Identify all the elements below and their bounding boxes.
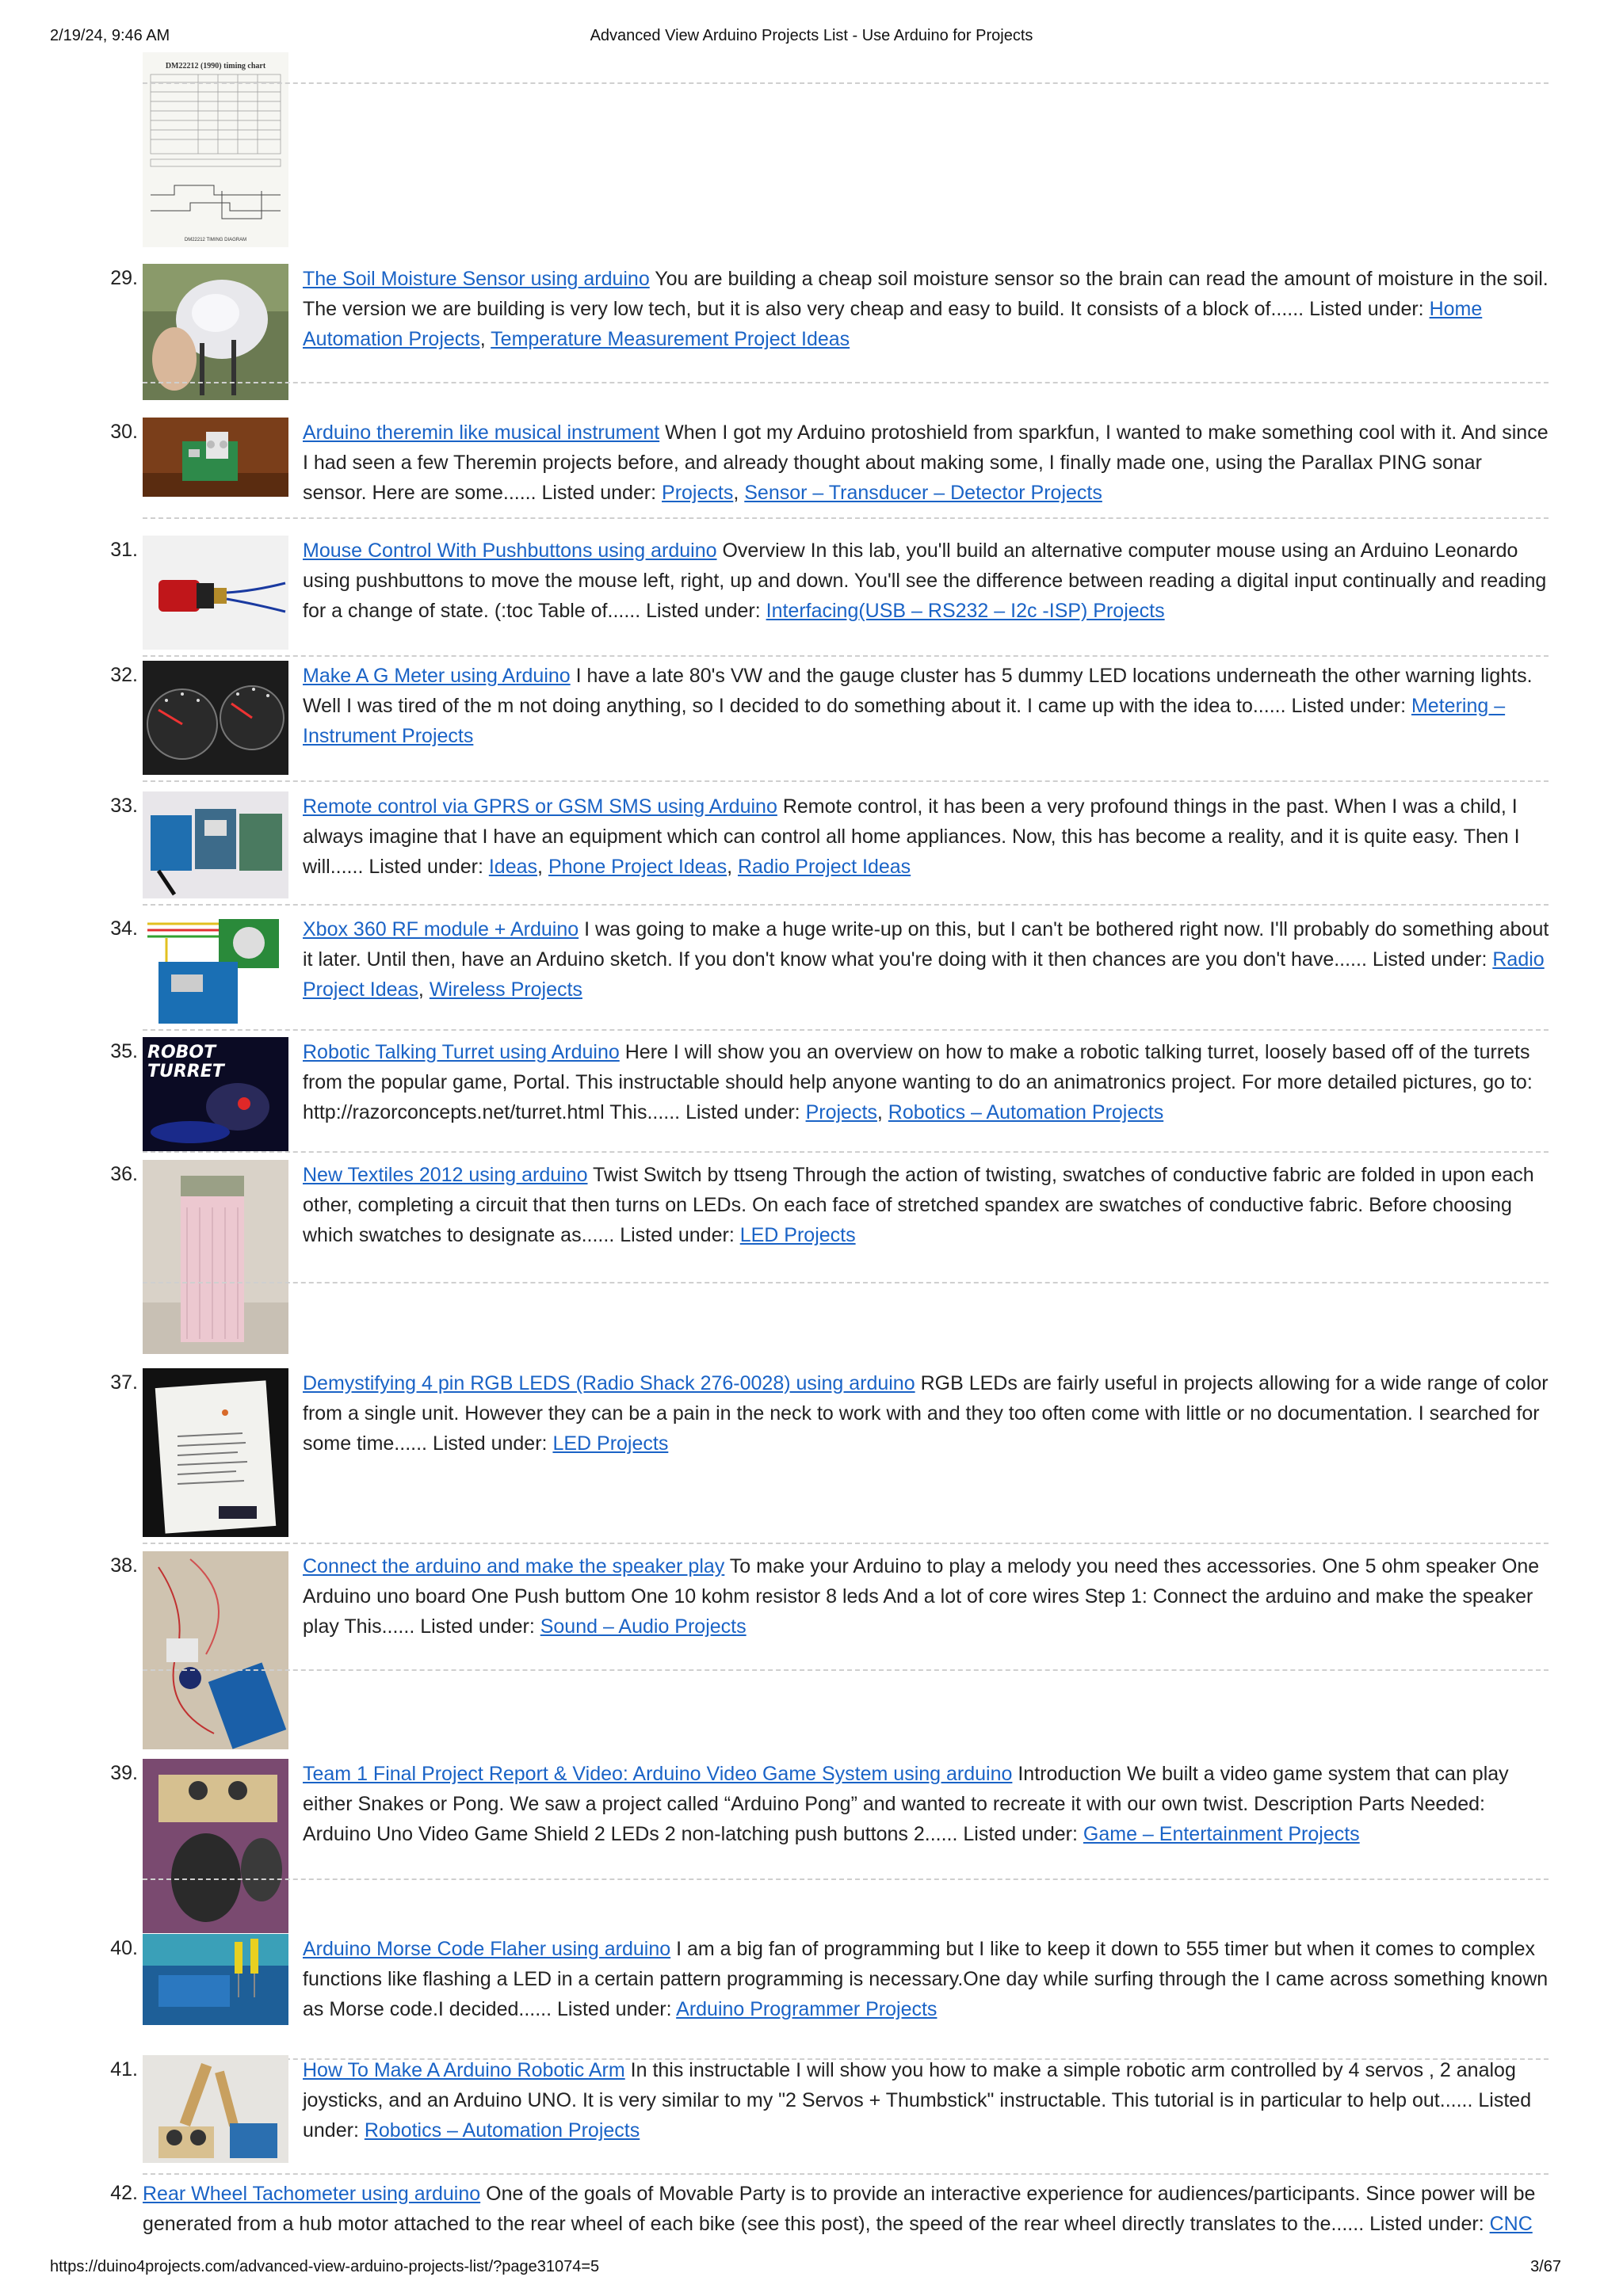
project-link[interactable]: Arduino Morse Code Flaher using arduino [303,1938,671,1960]
separator [143,2173,1549,2175]
project-description: One of the goals of Movable Party is to provide an interactive experience for audiences/participants. Since power will be generated from a hub motor attached to the rear wheel of each bike (see this post), the speed of the rear wheel directly translates to the...... [143,2183,1536,2235]
item-number: 30. [110,421,138,443]
project-link[interactable]: Arduino theremin like musical instrument [303,421,660,444]
project-description: Overview In this lab, you'll build an alternative computer mouse using an Arduino Leonardo using pushbuttons to move the mouse left, right, up and down. You'll see the difference between reading a digital input continually and reading for a change of state. (:toc Table of...... [303,540,1547,622]
project-link[interactable]: Mouse Control With Pushbuttons using arduino [303,540,717,562]
pushbutton-photo-icon [143,536,288,650]
item-thumbnail[interactable] [143,536,288,650]
item-body: Arduino theremin like musical instrument When I got my Arduino protoshield from sparkfun, I wanted to make something cool with it. And since I had seen a few Theremin projects before, and already thought about making some, I finally made one, using the Parallax PING sonar sensor. Here are some...... Listed under: Projects, Sensor – Transducer – Detector Projects [303,421,1549,504]
listed-under-label: Listed under: [432,1432,548,1455]
category-link[interactable]: Projects [662,482,734,504]
category-link[interactable]: Interfacing(USB – RS232 – I2c -ISP) Projects [766,600,1165,622]
item-thumbnail[interactable] [143,418,288,497]
category-link[interactable]: Phone Project Ideas [548,856,727,878]
listed-under-label: Listed under: [1369,2213,1484,2235]
project-description: I have a late 80's VW and the gauge cluster has 5 dummy LED locations underneath the other warning lights. Well I was tired of the m not doing anything, so I decided to do something about it. I came up with the idea to...... [303,665,1533,717]
item-thumbnail[interactable] [143,1037,288,1151]
listed-under-label: Listed under: [1372,948,1487,971]
robot-turret-thumb-text: ROBOT [147,1043,216,1062]
listed-under-label: Listed under: [685,1101,800,1123]
item-body [303,536,1551,626]
rgb-led-package-photo-icon [143,1368,288,1537]
soil-moisture-sensor-photo-icon [143,264,288,400]
item-thumbnail[interactable] [143,1160,288,1354]
gauge-cluster-photo-icon [143,661,288,775]
project-link[interactable]: Demystifying 4 pin RGB LEDS (Radio Shack 276-0028) using arduino [303,1372,915,1394]
robotic-arm-photo-icon [143,2055,288,2163]
item-body [303,1934,1551,2024]
print-page-number: 3/67 [1530,2258,1561,2275]
timing-diagram-caption: DM22212 TIMING DIAGRAM [184,238,247,242]
separator [143,1669,1549,1671]
project-description: Twist Switch by ttseng Through the action of twisting, swatches of conductive fabric are folded in upon each other, completing a circuit that then turns on LEDs. On each face of stretched spandex are swatches of conductive fabric. Before choosing which swatches to designate as...... [303,1164,1534,1246]
category-link[interactable]: Projects [805,1101,877,1123]
gsm-boards-photo-icon [143,791,288,898]
textile-twist-switch-photo-icon [143,1160,288,1354]
category-link[interactable]: Sound – Audio Projects [540,1615,747,1638]
item-number: 41. [110,2058,138,2081]
item-body: Remote control via GPRS or GSM SMS using Arduino Remote control, it has been a very profound things in the past. When I was a child, I always imagine that I have an equipment which can control all home appliances. Now, this has become a reality, and it is quite easy. Then I will...... Listed under: Ideas, Phone Project Ideas, Radio Project Ideas [303,795,1520,878]
item-body: The Soil Moisture Sensor using arduino You are building a cheap soil moisture sensor so the brain can read the amount of moisture in the soil. The version we are building is very low tech, but it is also very cheap and easy to build. It consists of a block of...... Listed under: Home Automation Projects, Temperature Measurement Project Ideas [303,268,1549,350]
item-number: 29. [110,267,138,289]
project-link[interactable]: How To Make A Arduino Robotic Arm [303,2059,625,2081]
project-link[interactable]: Rear Wheel Tachometer using arduino [143,2183,481,2205]
separator [143,1029,1549,1031]
item-number: 32. [110,664,138,686]
project-description: I was going to make a huge write-up on this, but I can't be bothered right now. I'll probably do something about it later. Until then, have an Arduino sketch. If you don't know what you're doing with it then chances are you don't have...... [303,918,1549,971]
timing-chart-icon [143,52,288,247]
category-link[interactable]: Temperature Measurement Project Ideas [491,328,850,350]
category-link[interactable]: Metering – Instrument Projects [303,695,1506,747]
game-controller-photo-icon [143,1759,288,1933]
item-number: 34. [110,917,138,940]
listed-under-label: Listed under: [541,482,657,504]
item-thumbnail[interactable] [143,661,288,775]
separator [143,517,1549,519]
category-link[interactable]: LED Projects [552,1432,669,1455]
item-thumbnail[interactable] [143,914,288,1028]
project-link[interactable]: The Soil Moisture Sensor using arduino [303,268,650,290]
item-thumbnail[interactable] [143,1551,288,1749]
item-body [143,2179,1551,2239]
category-link[interactable]: Radio Project Ideas [738,856,911,878]
item-thumbnail[interactable] [143,2055,288,2163]
category-link[interactable]: Game – Entertainment Projects [1083,1823,1360,1845]
category-link[interactable]: Robotics – Automation Projects [888,1101,1164,1123]
separator [143,1878,1549,1880]
separator [143,82,1549,84]
project-description: I am a big fan of programming but I like to keep it down to 555 timer but when it comes to complex functions like flashing a LED in a certain pattern programming is necessary.One day while surfing through the I came across something known as Morse code.I decided...... [303,1938,1549,2020]
item-thumbnail[interactable] [143,1934,288,2025]
project-link[interactable]: Remote control via GPRS or GSM SMS using Arduino [303,795,777,818]
separator [143,1282,1549,1283]
robot-turret-thumb-text: TURRET [147,1062,224,1081]
project-description: Introduction We built a video game system that can play either Snakes or Pong. We saw a project called “Arduino Pong” and wanted to recreate it with our own twist. Description Parts Needed: Arduino Uno Video Game Shield 2 LEDs 2 non-latching push buttons 2...... [303,1763,1509,1845]
item-number: 39. [110,1762,138,1784]
item-number: 42. [110,2182,138,2204]
morse-led-board-photo-icon [143,1934,288,2025]
listed-under-label: Listed under: [557,1998,672,2020]
listed-under-label: Listed under: [369,856,483,878]
item-body [303,661,1551,751]
separator [143,904,1549,906]
item-body: Robotic Talking Turret using Arduino Here I will show you an overview on how to make a robotic talking turret, loosely based off of the turrets from the popular game, Portal. This instructable should help anyone wanting to do an animatronics project. For more detailed pictures, go to: http://razorconcepts.net/turret.html This...... Listed under: Projects, Robotics – Automation Projects [303,1041,1533,1123]
item-thumbnail[interactable] [143,1759,288,1933]
project-link[interactable]: Xbox 360 RF module + Arduino [303,918,579,940]
item-number: 37. [110,1371,138,1394]
item-body [303,1551,1551,1642]
item-number: 36. [110,1163,138,1185]
category-link[interactable]: Robotics – Automation Projects [364,2119,640,2142]
listed-under-label: Listed under: [620,1224,735,1246]
category-link[interactable]: Wireless Projects [429,978,582,1001]
project-description: Here I will show you an overview on how to make a robotic talking turret, loosely based off of the turrets from the popular game, Portal. This instructable should help anyone wanting to do an animatronics project. For more detailed pictures, go to: http://razorconcepts.net/turret.html This...... [303,1041,1533,1123]
project-link[interactable]: Robotic Talking Turret using Arduino [303,1041,620,1063]
item-thumbnail[interactable] [143,1368,288,1537]
item-number: 40. [110,1937,138,1959]
speaker-wiring-photo-icon [143,1551,288,1749]
project-description: To make your Arduino to play a melody you need thes accessories. One 5 ohm speaker One Arduino uno board One Push buttom One 10 kohm resistor 8 leds And a lot of core wires Step 1: Connect the arduino and make the speaker play This...... [303,1555,1540,1638]
listed-under-label: Listed under: [963,1823,1078,1845]
print-datetime: 2/19/24, 9:46 AM [50,27,170,44]
category-link[interactable]: LED Projects [739,1224,856,1246]
category-link[interactable]: Arduino Programmer Projects [676,1998,938,2020]
separator [143,1543,1549,1544]
project-description: Remote control, it has been a very profound things in the past. When I was a child, I always imagine that I have an equipment which can control all home appliances. Now, this has become a reality, and it is quite easy. Then I will...... [303,795,1520,878]
category-link[interactable]: Radio Project Ideas [303,948,1545,1001]
item-number: 38. [110,1554,138,1577]
item-number: 35. [110,1040,138,1062]
separator [143,382,1549,383]
separator [143,780,1549,782]
listed-under-label: Listed under: [303,2089,1532,2142]
project-link[interactable]: New Textiles 2012 using arduino [303,1164,588,1186]
project-description: When I got my Arduino protoshield from sparkfun, I wanted to make something cool with it. And since I had seen a few Theremin projects before, and already thought about making some, I finally made one, using the Parallax PING sonar sensor. Here are some...... [303,421,1549,504]
project-description: In this instructable I will show you how to make a simple robotic arm controlled by 4 servos , 2 analog joysticks, and an Arduino UNO. It is very similar to my "2 Servos + Thumbstick" instructable. This tutorial is in particular to help out...... [303,2059,1516,2111]
rf-module-wiring-diagram-icon [143,914,288,1028]
category-link[interactable]: Home Automation Projects [303,298,1483,350]
category-link[interactable]: Sensor – Transducer – Detector Projects [744,482,1102,504]
theremin-photo-icon [143,418,288,497]
item-thumbnail[interactable] [143,264,288,400]
category-link[interactable]: Ideas [488,856,538,878]
item-body [303,1368,1551,1459]
project-link[interactable]: Connect the arduino and make the speaker play [303,1555,725,1577]
listed-under-label: Listed under: [420,1615,535,1638]
listed-under-label: Listed under: [1291,695,1407,717]
category-link[interactable]: CNC [1489,2213,1533,2235]
item-thumbnail[interactable] [143,791,288,898]
item-number: 33. [110,795,138,817]
item-body: Xbox 360 RF module + Arduino I was going to make a huge write-up on this, but I can't be bothered right now. I'll probably do something about it later. Until then, have an Arduino sketch. If you don't know what you're doing with it then chances are you don't have...... Listed under: Radio Project Ideas, Wireless Projects [303,918,1549,1001]
project-description: RGB LEDs are fairly useful in projects allowing for a wide range of color from a single unit. However they can be a pain in the neck to work with and they too often come with little or no documentation. I searched for some time...... [303,1372,1549,1455]
print-header [0,0,1623,48]
print-url: https://duino4projects.com/advanced-view-arduino-projects-list/?page31074=5 [50,2258,600,2275]
item-body [303,1759,1551,1849]
item-body [303,2055,1551,2145]
print-page-title: Advanced View Arduino Projects List - Use Arduino for Projects [590,27,1033,44]
separator [143,655,1549,657]
separator [143,1151,1549,1153]
project-link[interactable]: Make A G Meter using Arduino [303,665,571,687]
item-body [303,1160,1551,1250]
top-thumbnail-timing-chart [143,52,288,247]
project-link[interactable]: Team 1 Final Project Report & Video: Arduino Video Game System using arduino [303,1763,1013,1785]
item-number: 31. [110,539,138,561]
timing-chart-title: DM22212 (1990) timing chart [165,62,266,71]
robot-turret-photo-icon [143,1037,288,1151]
listed-under-label: Listed under: [646,600,761,622]
project-description: You are building a cheap soil moisture sensor so the brain can read the amount of moisture in the soil. The version we are building is very low tech, but it is also very cheap and easy to build. It consists of a block of...... [303,268,1549,320]
listed-under-label: Listed under: [1309,298,1424,320]
